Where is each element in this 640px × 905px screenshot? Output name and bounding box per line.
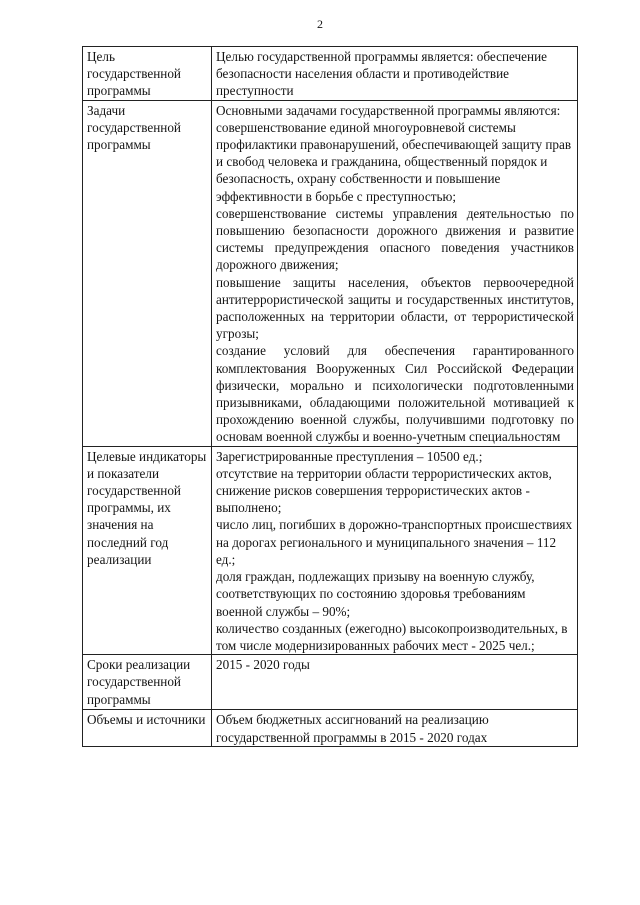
paragraph: 2015 - 2020 годы — [216, 657, 310, 673]
table-row — [83, 710, 578, 746]
paragraph: доля граждан, подлежащих призыву на военную службу, соответствующих по состоянию здоровья требованиям военной службы – 90%; — [216, 569, 535, 619]
row-value-timeline — [212, 655, 578, 710]
paragraph: Основными задачами государственной программы являются: — [216, 102, 561, 118]
paragraph: отсутствие на территории области террористических актов, снижение рисков совершения террористических актов - выполнено; — [216, 465, 552, 516]
paragraph: Объем бюджетных ассигнований на реализацию государственной программы в 2015 - 2020 годах — [216, 712, 489, 745]
paragraph: создание условий для обеспечения гарантированного комплектования Вооруженных Сил Российской Федерации физически, морально и психологически подготовленными призывниками, обладающими положительной мотивацией к прохождению военной службы, получившими подготовку по основам военной службы и военно-учетным специальностям — [216, 343, 574, 445]
row-value-indicators — [212, 446, 578, 654]
paragraph: совершенствование единой многоуровневой системы профилактики правонарушений, обеспечивающей защиту прав и свобод человека и гражданина, общественный порядок и безопасность, охрану собственности и повышение эффективности в борьбе с преступностью; — [216, 119, 572, 204]
row-label-goal: Цель государственной программы — [83, 47, 212, 101]
program-passport-table — [82, 46, 578, 747]
table-row — [83, 655, 578, 710]
row-value-goal — [212, 47, 578, 101]
row-label-funding: Объемы и источники — [83, 710, 212, 746]
table-row — [83, 47, 578, 101]
paragraph: число лиц, погибших в дорожно-транспортных происшествиях на дорогах регионального и муниципального значения – 112 ед.; — [216, 517, 573, 567]
row-label-indicators: Целевые индикаторы и показатели государственной программы, их значения на последний год реализации — [83, 446, 212, 654]
paragraph: повышение защиты населения, объектов первоочередной антитеррористической защиты и государственных институтов, расположенных на территории области, от террористической угрозы; — [216, 274, 574, 342]
row-label-tasks: Задачи государственной программы — [83, 100, 212, 446]
paragraph: совершенствование системы управления деятельностью по повышению безопасности дорожного движения и развитие системы предупреждения опасного поведения участников дорожного движения; — [216, 205, 574, 273]
table-row — [83, 446, 578, 654]
table-row — [83, 100, 578, 446]
paragraph: Зарегистрированные преступления – 10500 ед.; — [216, 448, 483, 464]
page-number: 2 — [317, 17, 323, 31]
cell-spacer — [216, 673, 574, 709]
row-label-timeline: Сроки реализации государственной программы — [83, 655, 212, 710]
row-value-tasks — [212, 100, 578, 446]
paragraph: количество созданных (ежегодно) высокопроизводительных, в том числе модернизированных рабочих мест - 2025 чел.; — [216, 620, 568, 653]
row-value-funding — [212, 710, 578, 746]
paragraph: Целью государственной программы является: обеспечение безопасности населения области и противодействие преступности — [216, 49, 547, 99]
